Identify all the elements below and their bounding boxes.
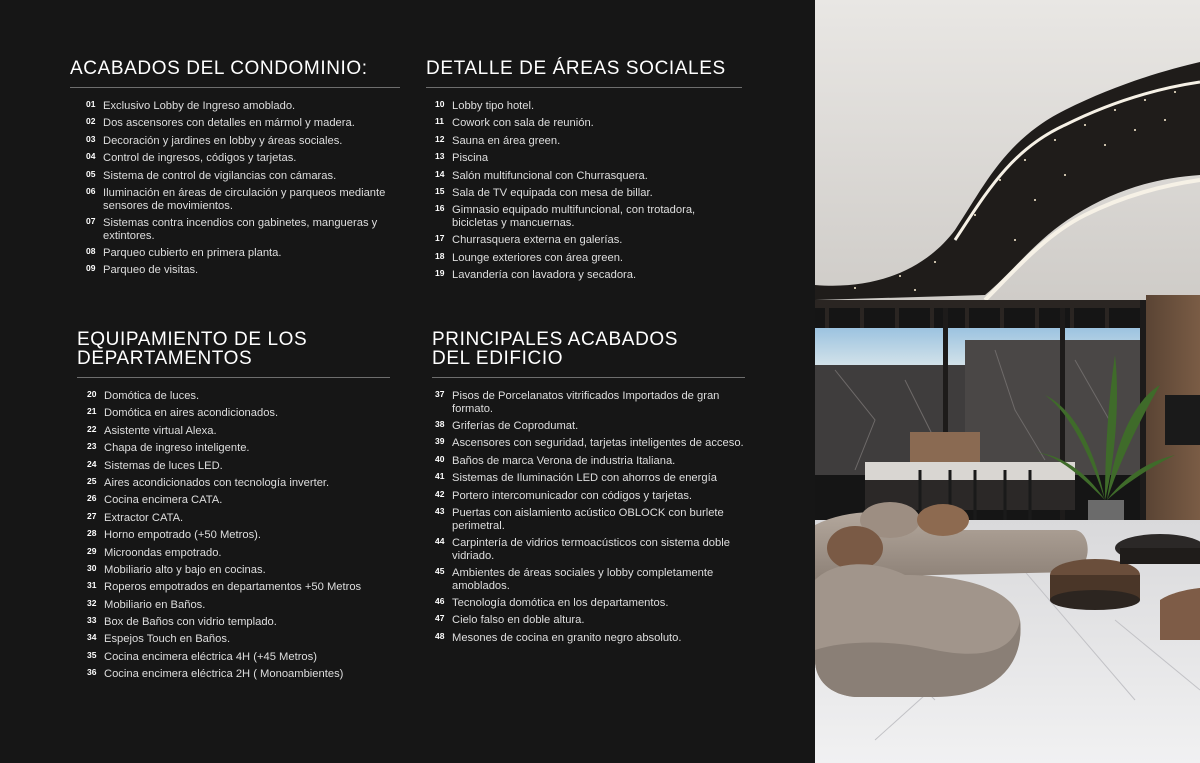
feature-text: Exclusivo Lobby de Ingreso amoblado. xyxy=(103,100,296,112)
feature-number: 13 xyxy=(435,151,445,162)
feature-number: 23 xyxy=(87,441,97,452)
feature-number: 44 xyxy=(435,535,445,546)
feature-item xyxy=(86,187,400,212)
feature-text: Mobiliario en Baños. xyxy=(104,598,206,611)
feature-number: 03 xyxy=(86,133,96,144)
feature-item xyxy=(435,490,745,503)
feature-number: 26 xyxy=(87,493,97,504)
section-title: EQUIPAMIENTO DE LOS DEPARTAMENTOS xyxy=(77,329,308,369)
feature-item xyxy=(86,100,400,113)
feature-text: Chapa de ingreso inteligente. xyxy=(104,442,250,455)
feature-number: 14 xyxy=(435,168,445,179)
feature-number: 40 xyxy=(435,453,445,464)
feature-number: 29 xyxy=(87,545,97,556)
feature-number: 37 xyxy=(435,389,445,399)
section-acabados-condominio xyxy=(70,59,400,282)
feature-text: Sala de TV equipada con mesa de billar. xyxy=(452,186,653,199)
feature-text: Cocina encimera eléctrica 2H ( Monoambientes) xyxy=(104,668,344,681)
feature-text: Pisos de Porcelanatos vitrificados Importados de gran formato. xyxy=(452,390,720,415)
feature-text: Box de Baños con vidrio templado. xyxy=(104,616,277,629)
feature-text: Dos ascensores con detalles en mármol y madera. xyxy=(103,117,355,130)
feature-item xyxy=(435,507,745,532)
feature-text: Sistemas contra incendios con gabinetes, mangueras y extintores. xyxy=(103,216,378,242)
feature-text: Portero intercomunicador con códigos y tarjetas. xyxy=(452,489,693,502)
feature-text: Cocina encimera eléctrica 4H (+45 Metros) xyxy=(104,650,317,663)
feature-number: 22 xyxy=(87,423,97,434)
feature-number: 35 xyxy=(87,649,97,660)
feature-number: 34 xyxy=(87,632,97,643)
feature-item xyxy=(86,170,400,183)
feature-item xyxy=(435,420,745,433)
feature-item xyxy=(435,437,745,450)
feature-number: 27 xyxy=(87,510,97,521)
feature-text: Domótica de luces. xyxy=(104,390,200,402)
feature-number: 15 xyxy=(435,185,445,196)
feature-item xyxy=(87,460,390,473)
section-title: ACABADOS DEL CONDOMINIO: xyxy=(70,58,368,79)
feature-number: 06 xyxy=(86,185,96,196)
feature-text: Lavandería con lavadora y secadora. xyxy=(452,269,637,282)
feature-item xyxy=(87,477,390,490)
feature-number: 10 xyxy=(435,99,445,109)
feature-item xyxy=(87,581,390,594)
feature-text: Mobiliario alto y bajo en cocinas. xyxy=(104,563,266,576)
lounge-interior-image xyxy=(815,0,1200,763)
feature-item xyxy=(435,152,742,165)
feature-text: Cocina encimera CATA. xyxy=(104,494,223,507)
feature-number: 09 xyxy=(86,263,96,274)
feature-text: Sistemas de Iluminación LED con ahorros de energía xyxy=(452,472,717,485)
feature-list xyxy=(77,390,390,681)
feature-number: 17 xyxy=(435,233,445,244)
feature-item xyxy=(87,529,390,542)
feature-text: Cowork con sala de reunión. xyxy=(452,117,594,130)
feature-item xyxy=(86,152,400,165)
feature-item xyxy=(435,117,742,130)
feature-text: Sistemas de luces LED. xyxy=(104,459,223,472)
feature-text: Domótica en aires acondicionados. xyxy=(104,407,279,420)
feature-number: 42 xyxy=(435,488,445,499)
feature-item xyxy=(87,390,390,403)
feature-item xyxy=(87,407,390,420)
feature-number: 24 xyxy=(87,458,97,469)
feature-number: 02 xyxy=(86,116,96,127)
feature-number: 41 xyxy=(435,471,445,482)
feature-number: 25 xyxy=(87,475,97,486)
feature-text: Tecnología domótica en los departamentos. xyxy=(452,596,669,609)
feature-number: 31 xyxy=(87,580,97,591)
feature-text: Ascensores con seguridad, tarjetas inteligentes de acceso. xyxy=(452,437,744,450)
feature-item xyxy=(87,599,390,612)
feature-item xyxy=(87,494,390,507)
feature-text: Extractor CATA. xyxy=(104,511,184,524)
feature-item xyxy=(435,135,742,148)
feature-text: Churrasquera externa en galerías. xyxy=(452,234,623,247)
feature-item xyxy=(87,633,390,646)
feature-item xyxy=(86,264,400,277)
feature-item xyxy=(87,668,390,681)
feature-number: 19 xyxy=(435,268,445,279)
feature-item xyxy=(435,537,745,562)
feature-text: Sistema de control de vigilancias con cámaras. xyxy=(103,169,337,182)
feature-number: 48 xyxy=(435,630,445,641)
feature-number: 33 xyxy=(87,615,97,626)
feature-number: 46 xyxy=(435,595,445,606)
feature-text: Mesones de cocina en granito negro absoluto. xyxy=(452,631,682,644)
feature-list xyxy=(426,100,742,282)
feature-number: 28 xyxy=(87,528,97,539)
feature-text: Espejos Touch en Baños. xyxy=(104,633,231,646)
feature-item xyxy=(435,252,742,265)
feature-item xyxy=(87,547,390,560)
feature-item xyxy=(435,455,745,468)
feature-item xyxy=(435,234,742,247)
feature-number: 20 xyxy=(87,389,97,399)
feature-number: 16 xyxy=(435,203,445,214)
feature-number: 45 xyxy=(435,565,445,576)
section-title: DETALLE DE ÁREAS SOCIALES xyxy=(426,58,726,79)
feature-list xyxy=(432,390,745,644)
feature-item xyxy=(86,217,400,242)
feature-item xyxy=(86,247,400,260)
feature-text: Control de ingresos, códigos y tarjetas. xyxy=(103,152,297,165)
feature-item xyxy=(435,187,742,200)
section-acabados-edificio xyxy=(432,330,745,649)
feature-number: 04 xyxy=(86,151,96,162)
feature-text: Roperos empotrados en departamentos +50 Metros xyxy=(104,581,362,594)
feature-number: 43 xyxy=(435,505,445,516)
feature-text: Aires acondicionados con tecnología inverter. xyxy=(104,476,330,489)
feature-text: Parqueo cubierto en primera planta. xyxy=(103,246,282,259)
feature-text: Iluminación en áreas de circulación y parqueos mediante sensores de movimientos. xyxy=(103,186,386,212)
feature-number: 01 xyxy=(86,99,96,109)
feature-number: 07 xyxy=(86,215,96,226)
feature-item xyxy=(435,567,745,592)
feature-number: 05 xyxy=(86,168,96,179)
feature-number: 32 xyxy=(87,597,97,608)
feature-text: Salón multifuncional con Churrasquera. xyxy=(452,169,648,182)
feature-item xyxy=(435,204,742,229)
feature-text: Microondas empotrado. xyxy=(104,546,222,559)
feature-number: 11 xyxy=(435,116,444,127)
feature-item xyxy=(435,390,745,415)
section-divider xyxy=(426,87,742,88)
feature-text: Griferías de Coprodumat. xyxy=(452,419,579,432)
feature-item xyxy=(87,564,390,577)
feature-number: 12 xyxy=(435,133,445,144)
feature-text: Horno empotrado (+50 Metros). xyxy=(104,529,262,542)
feature-text: Gimnasio equipado multifuncional, con trotadora, bicicletas y mancuernas. xyxy=(452,204,696,229)
section-equipamiento-departamentos xyxy=(77,330,390,686)
feature-text: Lounge exteriores con área green. xyxy=(452,251,624,264)
section-title: PRINCIPALES ACABADOS DEL EDIFICIO xyxy=(432,329,679,369)
feature-item xyxy=(87,616,390,629)
feature-item xyxy=(87,512,390,525)
feature-item xyxy=(435,472,745,485)
feature-item xyxy=(435,597,745,610)
feature-item xyxy=(86,135,400,148)
feature-number: 39 xyxy=(435,436,445,447)
feature-list xyxy=(70,100,400,277)
feature-text: Cielo falso en doble altura. xyxy=(452,614,585,627)
feature-text: Puertas con aislamiento acústico OBLOCK con burlete perimetral. xyxy=(452,506,724,532)
feature-text: Decoración y jardines en lobby y áreas sociales. xyxy=(103,134,343,147)
feature-text: Carpintería de vidrios termoacústicos con sistema doble vidriado. xyxy=(452,536,730,562)
feature-item xyxy=(87,442,390,455)
section-divider xyxy=(432,377,745,378)
feature-number: 21 xyxy=(87,406,97,417)
feature-item xyxy=(86,117,400,130)
feature-number: 30 xyxy=(87,562,97,573)
feature-item xyxy=(435,632,745,645)
feature-text: Piscina xyxy=(452,152,489,165)
section-detalle-areas-sociales xyxy=(426,59,742,287)
feature-item xyxy=(435,269,742,282)
feature-item xyxy=(435,100,742,113)
feature-text: Sauna en área green. xyxy=(452,134,561,147)
section-divider xyxy=(77,377,390,378)
feature-number: 47 xyxy=(435,613,445,624)
section-divider xyxy=(70,87,400,88)
feature-number: 38 xyxy=(435,418,445,429)
feature-item xyxy=(87,651,390,664)
feature-number: 18 xyxy=(435,250,445,261)
feature-text: Ambientes de áreas sociales y lobby completamente amoblados. xyxy=(452,566,714,592)
feature-text: Asistente virtual Alexa. xyxy=(104,424,217,437)
feature-text: Parqueo de visitas. xyxy=(103,264,199,277)
feature-item xyxy=(87,425,390,438)
feature-item xyxy=(435,614,745,627)
feature-item xyxy=(435,170,742,183)
feature-number: 08 xyxy=(86,245,96,256)
feature-text: Baños de marca Verona de industria Italiana. xyxy=(452,454,676,467)
feature-number: 36 xyxy=(87,667,97,678)
feature-text: Lobby tipo hotel. xyxy=(452,100,535,112)
